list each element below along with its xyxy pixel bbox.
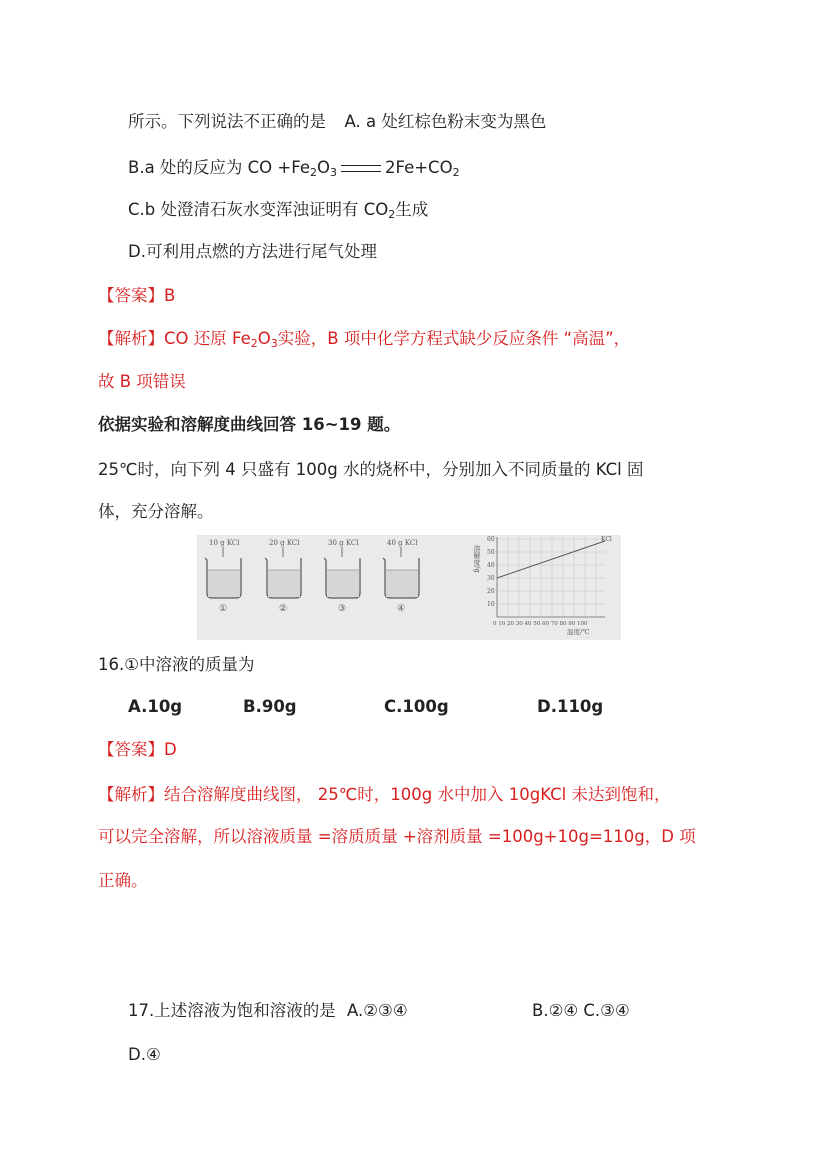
- beaker-4-label: 40 g KCl: [387, 539, 418, 547]
- q15-answer: 【答案】B: [98, 286, 176, 305]
- q15-option-c: C.b 处澄清石灰水变浑浊证明有 $CO_2$生成: [128, 200, 429, 221]
- q16-option-a: A.10g: [128, 697, 183, 716]
- ytick-30: 30: [487, 575, 495, 582]
- beaker-1-number: ①: [219, 604, 228, 614]
- kcl-curve: [497, 541, 605, 578]
- q15-option-b: B.a 处的反应为 CO $+Fe_2O_3$ $2Fe+CO_2$: [128, 158, 460, 179]
- ytick-50: 50: [487, 549, 495, 556]
- q16-answer: 【答案】D: [98, 740, 177, 759]
- beaker-4-number: ④: [397, 604, 406, 614]
- q17-option-a: A.②③④: [347, 1001, 408, 1020]
- q15-option-b-prefix: B.a 处的反应为 CO +Fe: [128, 158, 310, 177]
- experiment-figure-svg: [197, 535, 621, 640]
- q17-option-bc: B.②④ C.③④: [532, 1001, 630, 1020]
- q16-analysis-line3: 正确。: [98, 871, 148, 890]
- graph-xlabel: 温度/℃: [567, 628, 590, 636]
- kcl-curve-label: KCl: [601, 536, 612, 543]
- ytick-40: 40: [487, 562, 495, 569]
- q15-analysis-line2: 故 B 项错误: [98, 372, 186, 391]
- q15-stem-line: [128, 111, 546, 133]
- q15-analysis-mid: O: [257, 329, 271, 348]
- q16-analysis-line1: 【解析】结合溶解度曲线图， 25℃时，100g 水中加入 10gKCl 未达到饱和，: [98, 785, 671, 804]
- beaker-3-number: ③: [338, 604, 347, 614]
- beaker-1-label: 10 g KCl: [209, 539, 240, 547]
- q17-option-d: D.④: [128, 1045, 161, 1064]
- q16-stem: 16.①中溶液的质量为: [98, 655, 255, 674]
- ytick-60: 60: [487, 536, 495, 543]
- beaker-3: [324, 539, 360, 614]
- q16-option-d: D.110g: [537, 697, 604, 716]
- section-heading: 依据实验和溶解度曲线回答 16~19 题。: [98, 415, 401, 434]
- q15-option-c-suffix: 生成: [395, 200, 429, 219]
- q16-analysis-line2: 可以完全溶解，所以溶液质量 =溶质质量 +溶剂质量 =100g+10g=110g，D 项: [98, 827, 696, 846]
- q17-stem-line: [128, 1000, 408, 1022]
- q16-option-c: C.100g: [384, 697, 449, 716]
- ytick-10: 10: [487, 601, 495, 608]
- beaker-2-label: 20 g KCl: [269, 539, 300, 547]
- q15-analysis-suffix: 实验，B 项中化学方程式缺少反应条件 “高温”，: [277, 329, 631, 348]
- graph-xticks: 0 10 20 30 40 50 60 70 80 90 100: [493, 621, 588, 627]
- q15-option-d: D.可利用点燃的方法进行尾气处理: [128, 242, 377, 261]
- experiment-figure: [197, 535, 621, 640]
- q15-option-b-mid: O: [316, 158, 330, 177]
- q15-analysis-line1: 【解析】CO 还原 $Fe_2O_3$实验，B 项中化学方程式缺少反应条件 “高温”，: [98, 329, 631, 350]
- q15-stem-tail: 所示。下列说法不正确的是: [128, 112, 326, 131]
- beaker-4: [383, 539, 419, 614]
- q15-option-c-prefix: C.b 处澄清石灰水变浑浊证明有 CO: [128, 200, 389, 219]
- q15-analysis-prefix: 【解析】CO 还原 Fe: [98, 329, 251, 348]
- q15-option-a: A. a 处红棕色粉末变为黑色: [344, 112, 547, 131]
- beaker-3-label: 30 g KCl: [328, 539, 359, 547]
- beaker-1: [205, 539, 241, 614]
- q17-stem: 17.上述溶液为饱和溶液的是: [128, 1001, 336, 1020]
- solubility-graph: [473, 536, 612, 636]
- q15-option-b-suffix: 2Fe+CO: [384, 158, 453, 177]
- graph-yticks: [487, 536, 495, 608]
- equation-equals-sign: [341, 165, 381, 172]
- beaker-2-number: ②: [279, 604, 288, 614]
- q16-option-b: B.90g: [243, 697, 297, 716]
- ytick-20: 20: [487, 588, 495, 595]
- section-intro-line1: 25℃时，向下列 4 只盛有 100g 水的烧杯中，分别加入不同质量的 KCl 固: [98, 460, 644, 479]
- beaker-2: [265, 539, 301, 614]
- graph-ylabel: 溶解度/g: [473, 545, 481, 573]
- section-intro-line2: 体，充分溶解。: [98, 502, 214, 521]
